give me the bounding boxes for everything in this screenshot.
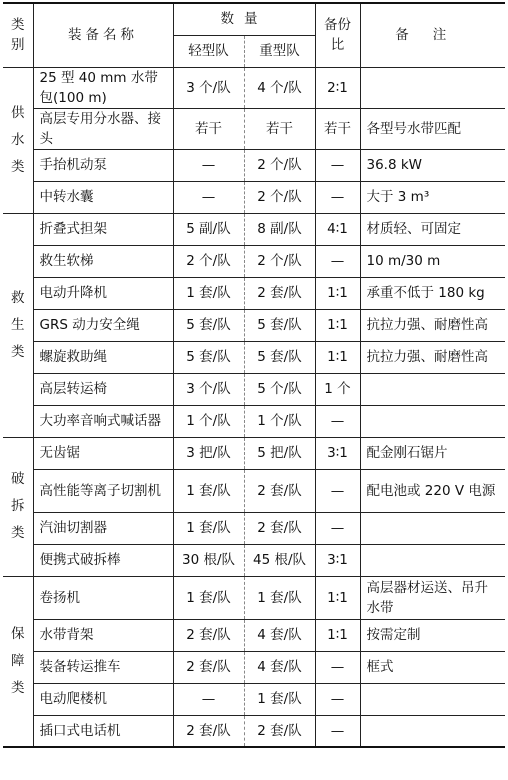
heavy-team-qty: 2 个/队 bbox=[244, 149, 315, 181]
table-row bbox=[3, 108, 505, 149]
category-char: 拆 bbox=[11, 498, 25, 514]
note-cell: 36.8 kW bbox=[360, 149, 505, 181]
category-char: 类 bbox=[11, 679, 25, 696]
light-team-qty: 5 套/队 bbox=[173, 309, 244, 341]
category-char: 破 bbox=[11, 471, 25, 487]
table-row bbox=[3, 405, 505, 437]
table-row bbox=[3, 245, 505, 277]
category-cell bbox=[3, 213, 33, 437]
note-cell bbox=[360, 67, 505, 108]
light-team-qty: 1 个/队 bbox=[173, 405, 244, 437]
equipment-name: 大功率音响式喊话器 bbox=[33, 405, 173, 437]
equipment-name: GRS 动力安全绳 bbox=[33, 309, 173, 341]
table-row bbox=[3, 277, 505, 309]
equipment-name: 无齿锯 bbox=[33, 437, 173, 469]
backup-ratio: 2∶1 bbox=[315, 67, 360, 108]
header-quantity: 数量 bbox=[173, 3, 315, 35]
equipment-name: 水带背架 bbox=[33, 619, 173, 651]
table-row bbox=[3, 373, 505, 405]
equipment-name: 电动爬楼机 bbox=[33, 683, 173, 715]
note-cell: 配金刚石锯片 bbox=[360, 437, 505, 469]
heavy-team-qty: 1 套/队 bbox=[244, 683, 315, 715]
backup-ratio: — bbox=[315, 651, 360, 683]
note-cell bbox=[360, 405, 505, 437]
category-char: 类 bbox=[11, 525, 25, 541]
backup-ratio: 3∶1 bbox=[315, 437, 360, 469]
heavy-team-qty: 4 套/队 bbox=[244, 619, 315, 651]
light-team-qty: 1 套/队 bbox=[173, 576, 244, 619]
backup-ratio: 1∶1 bbox=[315, 576, 360, 619]
backup-ratio: 1∶1 bbox=[315, 309, 360, 341]
backup-ratio: — bbox=[315, 715, 360, 747]
light-team-qty: 1 套/队 bbox=[173, 469, 244, 512]
category-char: 供 bbox=[11, 104, 25, 121]
equipment-name: 高层专用分水器、接头 bbox=[33, 108, 173, 149]
note-cell bbox=[360, 373, 505, 405]
backup-ratio: — bbox=[315, 512, 360, 544]
note-cell: 框式 bbox=[360, 651, 505, 683]
category-char: 类 bbox=[11, 158, 25, 175]
table-row bbox=[3, 544, 505, 576]
note-cell: 抗拉力强、耐磨性高 bbox=[360, 341, 505, 373]
backup-ratio: — bbox=[315, 469, 360, 512]
heavy-team-qty: 2 套/队 bbox=[244, 469, 315, 512]
note-cell: 大于 3 m³ bbox=[360, 181, 505, 213]
note-cell bbox=[360, 512, 505, 544]
light-team-qty: 若干 bbox=[173, 108, 244, 149]
table-row bbox=[3, 437, 505, 469]
table-row bbox=[3, 469, 505, 512]
light-team-qty: — bbox=[173, 181, 244, 213]
light-team-qty: 2 套/队 bbox=[173, 619, 244, 651]
equipment-name: 中转水囊 bbox=[33, 181, 173, 213]
header-category: 类别 bbox=[3, 3, 33, 67]
light-team-qty: 3 个/队 bbox=[173, 67, 244, 108]
category-char: 障 bbox=[11, 652, 25, 669]
note-cell: 各型号水带匹配 bbox=[360, 108, 505, 149]
category-char: 救 bbox=[11, 289, 25, 306]
table-row bbox=[3, 651, 505, 683]
note-cell: 承重不低于 180 kg bbox=[360, 277, 505, 309]
light-team-qty: 1 套/队 bbox=[173, 512, 244, 544]
backup-ratio: — bbox=[315, 245, 360, 277]
equipment-name: 折叠式担架 bbox=[33, 213, 173, 245]
heavy-team-qty: 45 根/队 bbox=[244, 544, 315, 576]
heavy-team-qty: 2 套/队 bbox=[244, 715, 315, 747]
backup-ratio: — bbox=[315, 181, 360, 213]
table-row bbox=[3, 181, 505, 213]
backup-ratio: 1∶1 bbox=[315, 277, 360, 309]
category-cell bbox=[3, 67, 33, 213]
light-team-qty: — bbox=[173, 683, 244, 715]
note-cell bbox=[360, 715, 505, 747]
note-cell: 配电池或 220 V 电源 bbox=[360, 469, 505, 512]
light-team-qty: 30 根/队 bbox=[173, 544, 244, 576]
equipment-table-body bbox=[3, 67, 505, 747]
backup-ratio: 若干 bbox=[315, 108, 360, 149]
equipment-name: 卷扬机 bbox=[33, 576, 173, 619]
header-note: 备注 bbox=[360, 3, 505, 67]
equipment-name: 汽油切割器 bbox=[33, 512, 173, 544]
equipment-name: 手抬机动泵 bbox=[33, 149, 173, 181]
table-row bbox=[3, 683, 505, 715]
category-char: 水 bbox=[11, 131, 25, 148]
light-team-qty: 3 把/队 bbox=[173, 437, 244, 469]
heavy-team-qty: 5 套/队 bbox=[244, 341, 315, 373]
table-row bbox=[3, 576, 505, 619]
heavy-team-qty: 4 个/队 bbox=[244, 67, 315, 108]
header-name: 装备名称 bbox=[33, 3, 173, 67]
heavy-team-qty: 5 套/队 bbox=[244, 309, 315, 341]
note-cell: 材质轻、可固定 bbox=[360, 213, 505, 245]
table-row bbox=[3, 715, 505, 747]
heavy-team-qty: 1 套/队 bbox=[244, 576, 315, 619]
header-backup: 备份比 bbox=[315, 3, 360, 67]
equipment-name: 高性能等离子切割机 bbox=[33, 469, 173, 512]
table-row bbox=[3, 619, 505, 651]
heavy-team-qty: 2 套/队 bbox=[244, 512, 315, 544]
heavy-team-qty: 5 把/队 bbox=[244, 437, 315, 469]
heavy-team-qty: 2 个/队 bbox=[244, 245, 315, 277]
equipment-name: 螺旋救助绳 bbox=[33, 341, 173, 373]
category-cell bbox=[3, 576, 33, 747]
header-heavy: 重型队 bbox=[244, 35, 315, 67]
backup-ratio: — bbox=[315, 683, 360, 715]
equipment-table bbox=[3, 2, 505, 748]
backup-ratio: 3∶1 bbox=[315, 544, 360, 576]
equipment-name: 电动升降机 bbox=[33, 277, 173, 309]
table-row bbox=[3, 341, 505, 373]
table-row bbox=[3, 149, 505, 181]
light-team-qty: 5 副/队 bbox=[173, 213, 244, 245]
equipment-name: 高层转运椅 bbox=[33, 373, 173, 405]
equipment-name: 25 型 40 mm 水带包(100 m) bbox=[33, 67, 173, 108]
backup-ratio: 1 个 bbox=[315, 373, 360, 405]
heavy-team-qty: 2 套/队 bbox=[244, 277, 315, 309]
note-cell bbox=[360, 544, 505, 576]
heavy-team-qty: 5 个/队 bbox=[244, 373, 315, 405]
table-row bbox=[3, 512, 505, 544]
note-cell bbox=[360, 683, 505, 715]
category-cell bbox=[3, 437, 33, 576]
table-row bbox=[3, 213, 505, 245]
equipment-name: 便携式破拆棒 bbox=[33, 544, 173, 576]
backup-ratio: 4∶1 bbox=[315, 213, 360, 245]
heavy-team-qty: 若干 bbox=[244, 108, 315, 149]
equipment-name: 救生软梯 bbox=[33, 245, 173, 277]
light-team-qty: — bbox=[173, 149, 244, 181]
equipment-name: 插口式电话机 bbox=[33, 715, 173, 747]
light-team-qty: 2 个/队 bbox=[173, 245, 244, 277]
light-team-qty: 5 套/队 bbox=[173, 341, 244, 373]
note-cell: 按需定制 bbox=[360, 619, 505, 651]
heavy-team-qty: 2 个/队 bbox=[244, 181, 315, 213]
equipment-name: 装备转运推车 bbox=[33, 651, 173, 683]
note-cell: 高层器材运送、吊升水带 bbox=[360, 576, 505, 619]
heavy-team-qty: 8 副/队 bbox=[244, 213, 315, 245]
backup-ratio: 1∶1 bbox=[315, 341, 360, 373]
light-team-qty: 3 个/队 bbox=[173, 373, 244, 405]
heavy-team-qty: 1 个/队 bbox=[244, 405, 315, 437]
table-row bbox=[3, 67, 505, 108]
light-team-qty: 2 套/队 bbox=[173, 715, 244, 747]
header-light: 轻型队 bbox=[173, 35, 244, 67]
light-team-qty: 1 套/队 bbox=[173, 277, 244, 309]
heavy-team-qty: 4 套/队 bbox=[244, 651, 315, 683]
note-cell: 10 m/30 m bbox=[360, 245, 505, 277]
backup-ratio: — bbox=[315, 405, 360, 437]
equipment-table-container bbox=[3, 2, 505, 748]
backup-ratio: 1∶1 bbox=[315, 619, 360, 651]
category-char: 生 bbox=[11, 316, 25, 333]
backup-ratio: — bbox=[315, 149, 360, 181]
note-cell: 抗拉力强、耐磨性高 bbox=[360, 309, 505, 341]
category-char: 保 bbox=[11, 625, 25, 642]
table-row bbox=[3, 309, 505, 341]
light-team-qty: 2 套/队 bbox=[173, 651, 244, 683]
category-char: 类 bbox=[11, 343, 25, 360]
